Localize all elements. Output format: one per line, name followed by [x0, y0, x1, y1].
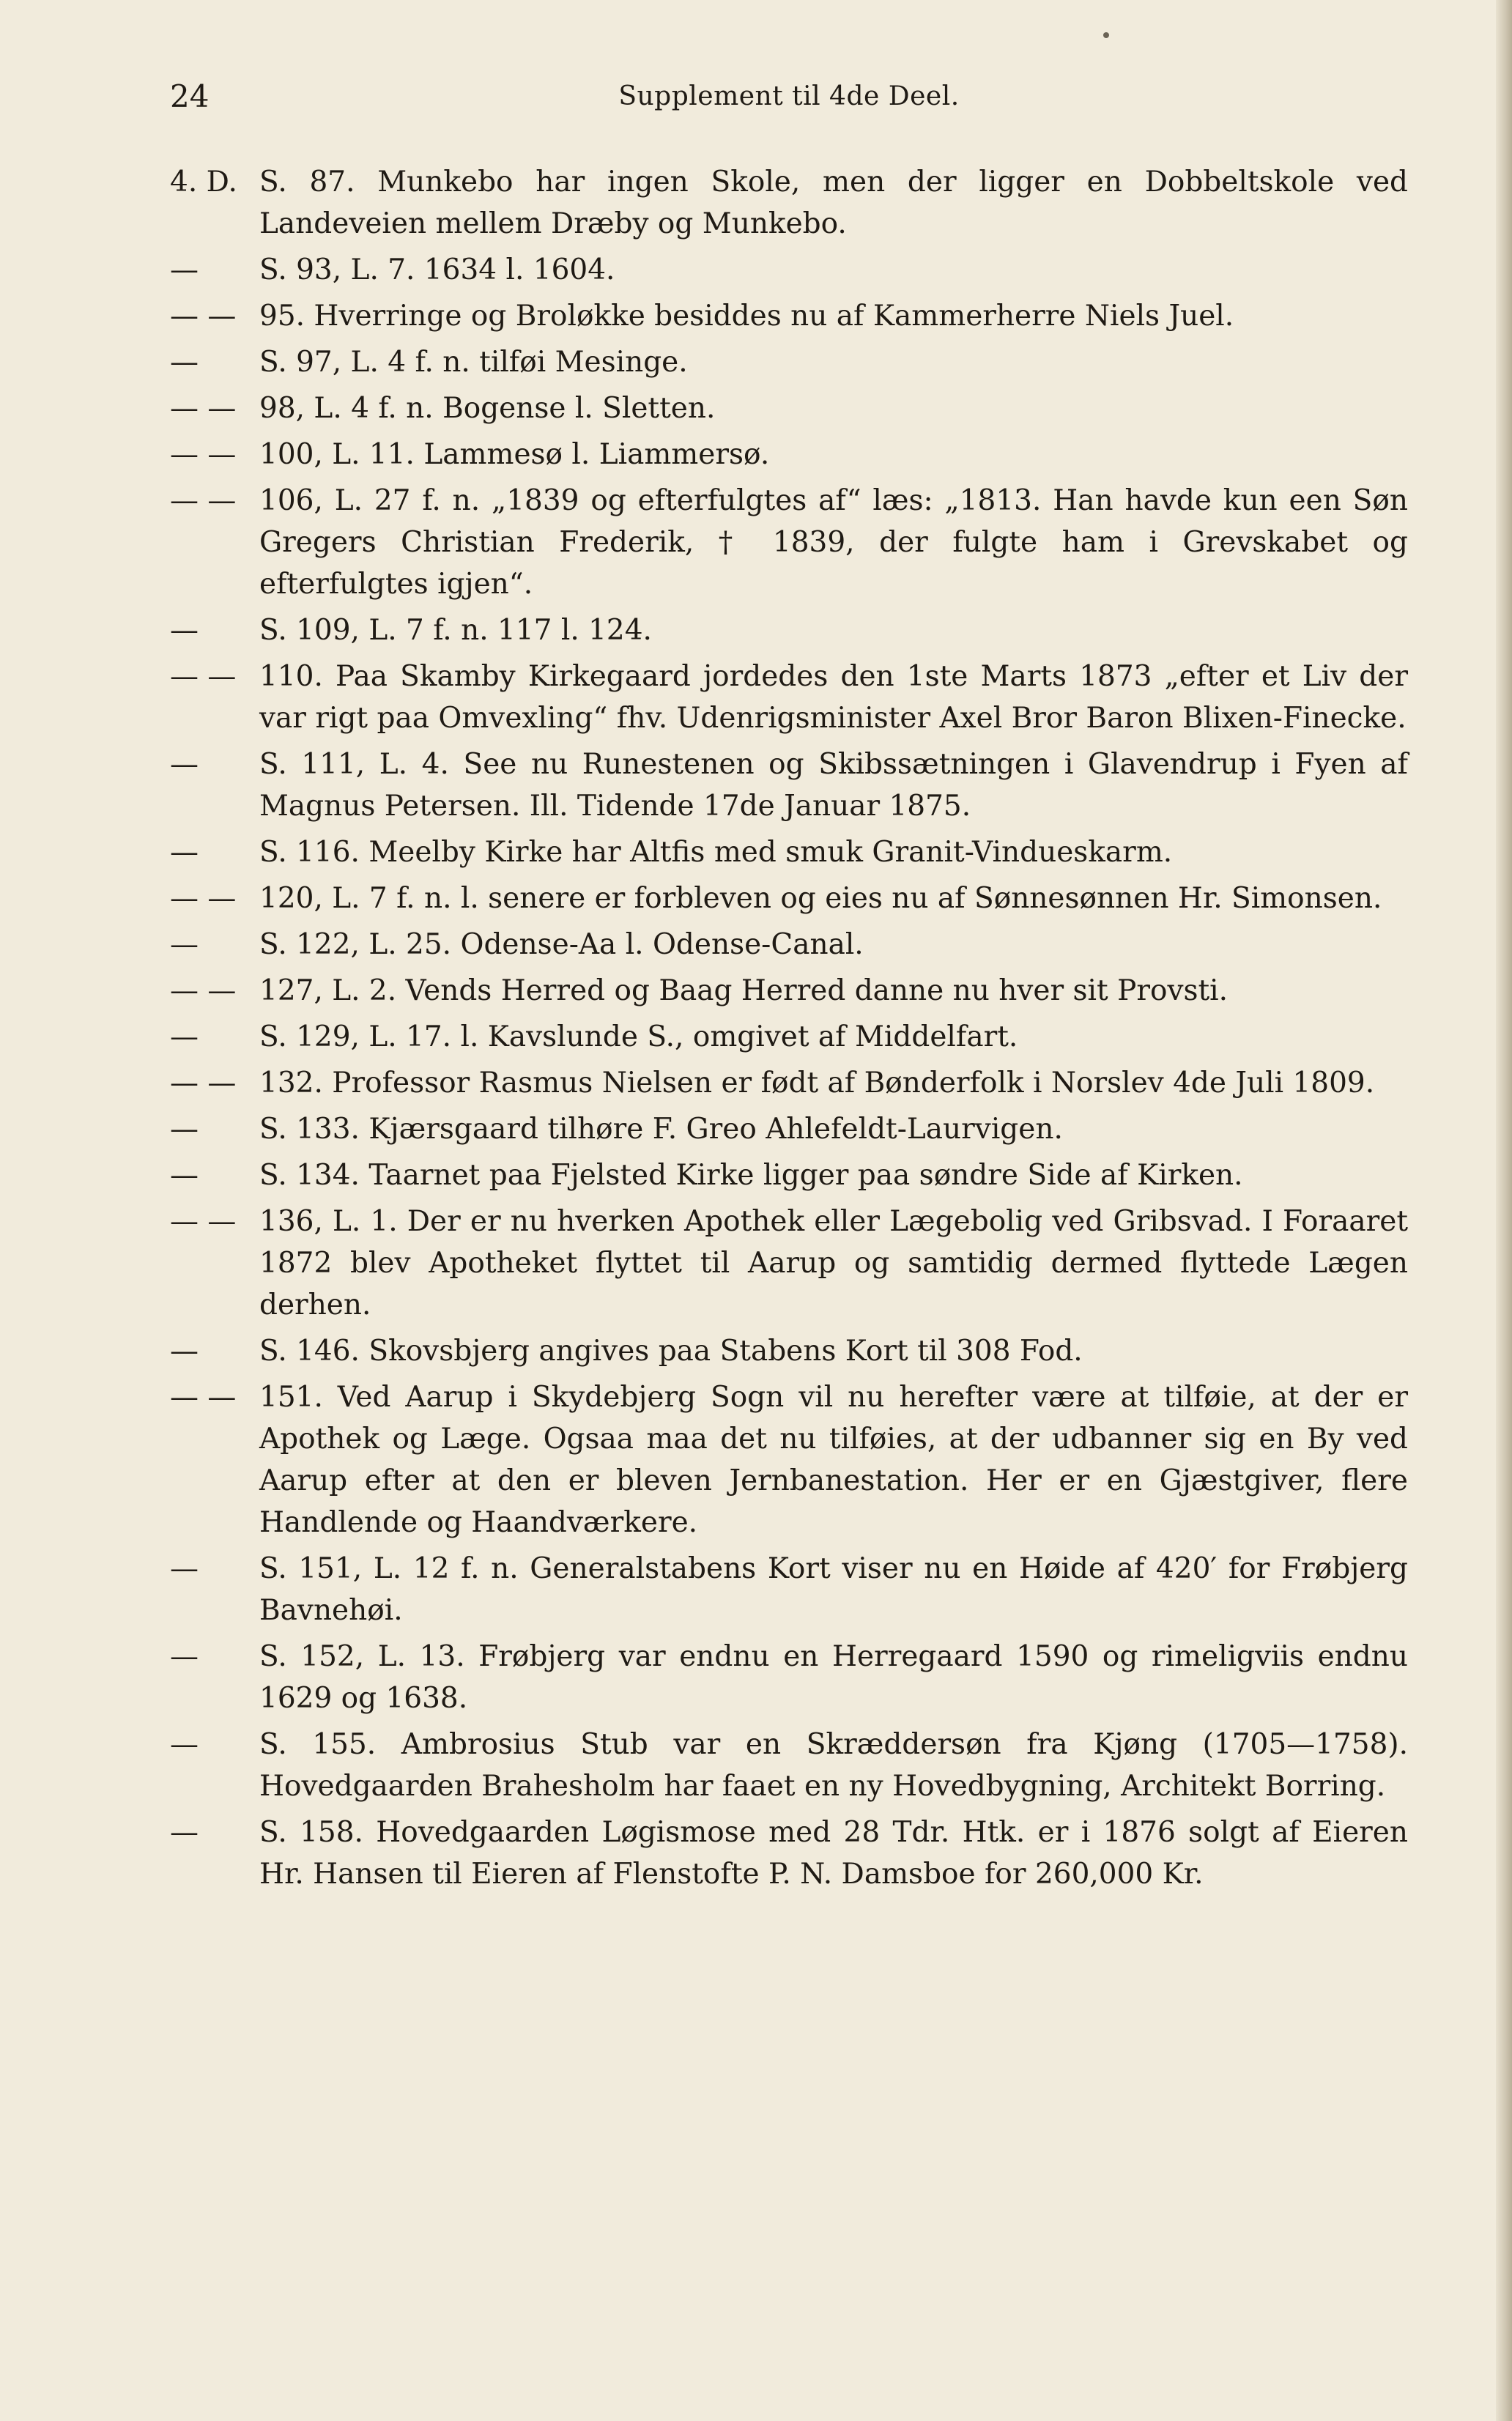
- errata-entry: [170, 1330, 1408, 1372]
- errata-entry: [170, 924, 1408, 965]
- entry-lead: —: [170, 1640, 199, 1673]
- entry-text: S. 111, L. 4. See nu Runestenen og Skibssætningen i Glavendrup i Fyen af Magnus Petersen. Ill. Tidende 17de Januar 1875.: [259, 748, 1408, 823]
- entry-lead: 4. D.: [170, 166, 237, 199]
- entry-lead: —: [170, 928, 199, 961]
- errata-entry: [170, 1636, 1408, 1719]
- print-speck: [1103, 32, 1109, 38]
- entry-text: S. 146. Skovsbjerg angives paa Stabens Kort til 308 Fod.: [259, 1335, 1083, 1368]
- page-number: 24: [170, 78, 210, 114]
- errata-entry: [170, 434, 1408, 475]
- entry-text: S. 87. Munkebo har ingen Skole, men der ligger en Dobbeltskole ved Landeveien mellem Dræby og Munkebo.: [259, 166, 1408, 240]
- entry-text: 132. Professor Rasmus Nielsen er født af Bønderfolk i Norslev 4de Juli 1809.: [259, 1067, 1375, 1100]
- entry-text: S. 109, L. 7 f. n. 117 l. 124.: [259, 614, 652, 647]
- errata-entry: [170, 1548, 1408, 1631]
- entry-text: S. 152, L. 13. Frøbjerg var endnu en Herregaard 1590 og rimeligviis endnu 1629 og 1638.: [259, 1640, 1408, 1715]
- errata-entry: [170, 831, 1408, 873]
- entry-text: S. 133. Kjærsgaard tilhøre F. Greo Ahlefeldt-Laurvigen.: [259, 1113, 1063, 1146]
- entry-lead: —: [170, 1335, 199, 1368]
- errata-entry: [170, 161, 1408, 245]
- entry-lead: — —: [170, 974, 237, 1007]
- entry-text: 95. Hverringe og Broløkke besiddes nu af Kammerherre Niels Juel.: [259, 300, 1234, 333]
- entry-lead: —: [170, 1113, 199, 1146]
- entry-text: 110. Paa Skamby Kirkegaard jordedes den 1ste Marts 1873 „efter et Liv der var rigt paa Omvexling“ fhv. Udenrigsminister Axel Bror Baron Blixen-Finecke.: [259, 660, 1408, 735]
- entry-text: S. 122, L. 25. Odense-Aa l. Odense-Canal.: [259, 928, 864, 961]
- entry-text: S. 155. Ambrosius Stub var en Skræddersøn fra Kjøng (1705—1758). Hovedgaarden Brahesholm har faaet en ny Hovedbygning, Architekt Borring.: [259, 1728, 1408, 1803]
- entry-lead: — —: [170, 1205, 237, 1238]
- entry-text: 106, L. 27 f. n. „1839 og efterfulgtes af“ læs: „1813. Han havde kun een Søn Gregers Christian Frederik, † 1839, der fulgte ham i Grevskabet og efterfulgtes igjen“.: [259, 484, 1408, 601]
- entry-lead: —: [170, 1020, 199, 1053]
- errata-entry: [170, 1062, 1408, 1104]
- entry-text: 136, L. 1. Der er nu hverken Apothek eller Lægebolig ved Gribsvad. I Foraaret 1872 blev Apotheket flyttet til Aarup og samtidig dermed flyttede Lægen derhen.: [259, 1205, 1408, 1321]
- page-edge: [1496, 0, 1512, 2421]
- entry-text: 151. Ved Aarup i Skydebjerg Sogn vil nu herefter være at tilføie, at der er Apothek og Læge. Ogsaa maa det nu tilføies, at der udbanner sig en By ved Aarup efter at den er bleven Jernbanestation. Her er en Gjæstgiver, flere Handlende og Haandværkere.: [259, 1381, 1408, 1539]
- entry-text: 127, L. 2. Vends Herred og Baag Herred danne nu hver sit Provsti.: [259, 974, 1228, 1007]
- entry-text: S. 97, L. 4 f. n. tilføi Mesinge.: [259, 346, 688, 379]
- errata-entry: [170, 878, 1408, 919]
- errata-entry: [170, 388, 1408, 429]
- errata-entry: [170, 1376, 1408, 1543]
- entry-lead: — —: [170, 1067, 237, 1100]
- errata-entry: [170, 341, 1408, 383]
- entry-lead: — —: [170, 438, 237, 471]
- entry-lead: —: [170, 1552, 199, 1585]
- errata-entry: [170, 295, 1408, 337]
- errata-entry: [170, 1812, 1408, 1895]
- entry-text: S. 134. Taarnet paa Fjelsted Kirke ligger paa søndre Side af Kirken.: [259, 1159, 1243, 1192]
- entry-lead: —: [170, 1728, 199, 1761]
- page-header: [170, 75, 1408, 119]
- entry-lead: —: [170, 1816, 199, 1849]
- entry-text: S. 151, L. 12 f. n. Generalstabens Kort viser nu en Høide af 420′ for Frøbjerg Bavnehøi.: [259, 1552, 1408, 1627]
- errata-entry: [170, 609, 1408, 651]
- entry-text: 120, L. 7 f. n. l. senere er forbleven og eies nu af Sønnesønnen Hr. Simonsen.: [259, 882, 1382, 915]
- running-title: Supplement til 4de Deel.: [618, 81, 960, 111]
- entry-lead: —: [170, 346, 199, 379]
- entry-lead: — —: [170, 300, 237, 333]
- errata-list: [170, 161, 1408, 1899]
- errata-entry: [170, 744, 1408, 827]
- errata-entry: [170, 970, 1408, 1012]
- entry-lead: — —: [170, 882, 237, 915]
- entry-lead: — —: [170, 392, 237, 425]
- entry-lead: — —: [170, 1381, 237, 1414]
- entry-lead: —: [170, 614, 199, 647]
- errata-entry: [170, 1154, 1408, 1196]
- entry-text: S. 129, L. 17. l. Kavslunde S., omgivet af Middelfart.: [259, 1020, 1018, 1053]
- errata-entry: [170, 1108, 1408, 1150]
- entry-text: S. 158. Hovedgaarden Løgismose med 28 Tdr. Htk. er i 1876 solgt af Eieren Hr. Hansen til Eieren af Flenstofte P. N. Damsboe for 260,000 Kr.: [259, 1816, 1408, 1891]
- entry-lead: —: [170, 253, 199, 286]
- entry-text: 98, L. 4 f. n. Bogense l. Sletten.: [259, 392, 716, 425]
- entry-lead: — —: [170, 660, 237, 693]
- errata-entry: [170, 1016, 1408, 1058]
- errata-entry: [170, 1724, 1408, 1807]
- entry-text: 100, L. 11. Lammesø l. Liammersø.: [259, 438, 770, 471]
- entry-text: S. 93, L. 7. 1634 l. 1604.: [259, 253, 615, 286]
- errata-entry: [170, 1201, 1408, 1326]
- entry-lead: —: [170, 836, 199, 869]
- entry-text: S. 116. Meelby Kirke har Altfis med smuk Granit-Vindueskarm.: [259, 836, 1173, 869]
- entry-lead: — —: [170, 484, 237, 517]
- errata-entry: [170, 480, 1408, 605]
- errata-entry: [170, 656, 1408, 739]
- entry-lead: —: [170, 748, 199, 781]
- errata-entry: [170, 249, 1408, 291]
- entry-lead: —: [170, 1159, 199, 1192]
